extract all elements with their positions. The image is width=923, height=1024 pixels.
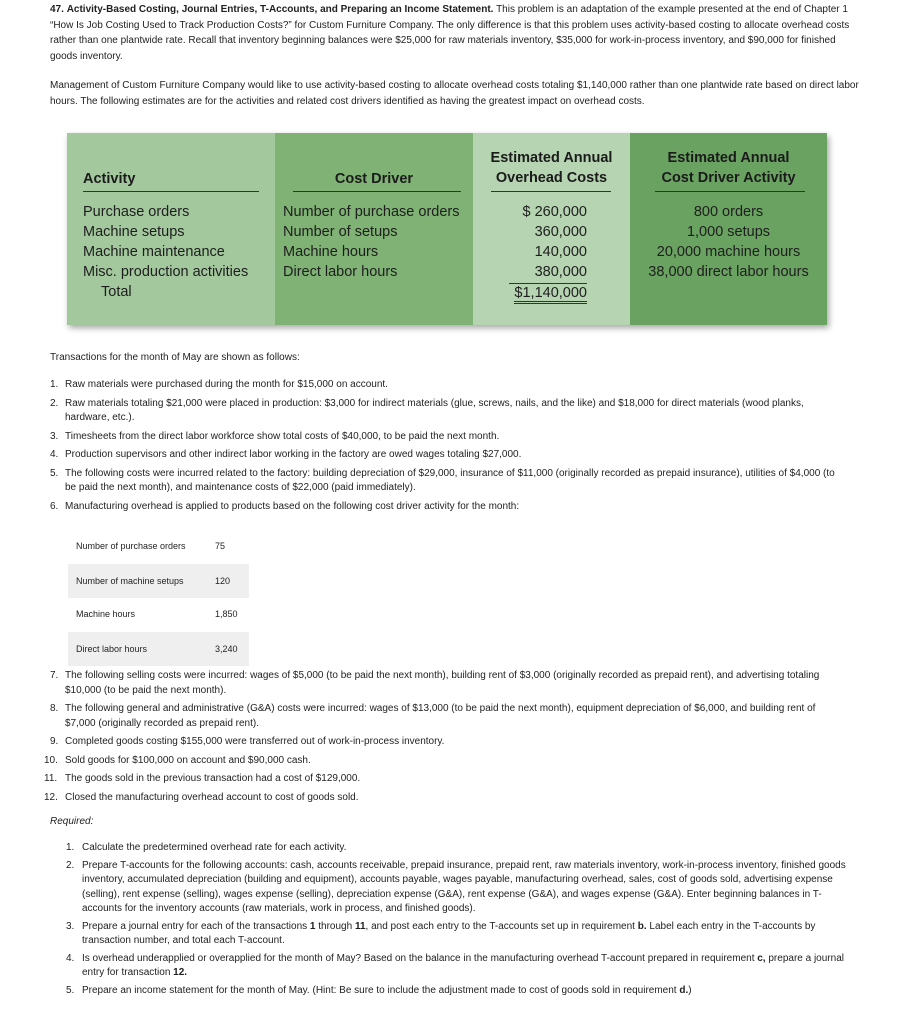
list-item	[66, 984, 846, 999]
item-bold: b.	[637, 920, 647, 932]
row-driver: Number of purchase orders	[283, 204, 460, 220]
item-text: )	[688, 984, 692, 996]
list-item	[44, 791, 845, 806]
header-activity-line2: Cost Driver Activity	[661, 170, 796, 186]
item-text: Label each entry in the T-accounts by transaction number, and total each T-account.	[82, 920, 816, 946]
item-number: 9.	[50, 736, 59, 747]
item-text: The following selling costs were incurred: wages of $5,000 (to be paid the next month), building rent of $3,000 (originally recorded as prepaid rent), and advertising totaling $10,000 (to be paid the next month).	[65, 670, 820, 696]
row-activity: Purchase orders	[83, 204, 190, 220]
item-text: Is overhead underapplied or overapplied for the month of May? Based on the balance in the manufacturing overhead T-account prepared in requirement	[82, 952, 758, 964]
row-driver: Direct labor hours	[283, 264, 398, 280]
total-label: Total	[101, 284, 132, 300]
item-text: Sold goods for $100,000 on account and $90,000 cash.	[65, 754, 311, 766]
row-cost: 140,000	[534, 244, 587, 260]
driver-value: 1,850	[215, 609, 238, 619]
list-item	[50, 448, 845, 463]
item-bold: 12.	[173, 967, 188, 978]
row-activity: Machine maintenance	[83, 244, 225, 260]
item-bold: 11	[354, 920, 366, 932]
item-text: Prepare a journal entry for each of the transactions	[82, 920, 310, 932]
driver-label: Direct labor hours	[76, 644, 148, 654]
row-volume: 800 orders	[693, 204, 764, 220]
item-number: 4.	[66, 952, 75, 964]
item-number: 3.	[50, 430, 59, 442]
row-activity: Misc. production activities	[83, 264, 249, 280]
required-list	[66, 841, 846, 1001]
item-text: Closed the manufacturing overhead account to cost of goods sold.	[65, 791, 359, 803]
item-number: 2.	[66, 859, 75, 871]
item-text: Calculate the predetermined overhead rate for each activity.	[82, 842, 347, 853]
list-item	[66, 841, 846, 856]
list-item	[66, 952, 846, 981]
item-text: Completed goods costing $155,000 were transferred out of work-in-process inventory.	[65, 736, 445, 747]
row-driver: Number of setups	[283, 224, 398, 240]
row-volume: 1,000 setups	[686, 224, 771, 240]
row-volume: 20,000 machine hours	[656, 244, 801, 260]
row-cost: 380,000	[534, 264, 587, 280]
header-activity-line1: Estimated Annual	[667, 150, 790, 166]
item-bold: 1	[309, 920, 316, 932]
row-activity: Machine setups	[83, 224, 185, 240]
item-text: Timesheets from the direct labor workforce show total costs of $40,000, to be paid the next month.	[65, 430, 500, 442]
item-text: Production supervisors and other indirect labor working in the factory are owed wages totaling $27,000.	[65, 449, 522, 460]
item-bold: c,	[757, 952, 766, 964]
table-row	[68, 632, 249, 666]
item-text: through	[315, 920, 355, 932]
item-number: 5.	[50, 467, 59, 479]
row-cost: $ 260,000	[522, 204, 587, 220]
table-row	[68, 564, 249, 598]
list-item	[44, 754, 845, 769]
item-bold: d.	[679, 984, 689, 996]
item-number: 10.	[44, 754, 58, 766]
list-item	[44, 772, 845, 787]
item-text: The goods sold in the previous transaction had a cost of $129,000.	[65, 773, 361, 784]
header-activity: Activity	[83, 171, 136, 187]
list-item	[66, 920, 846, 949]
required-title: Required:	[50, 816, 94, 827]
intro-paragraph	[50, 2, 862, 64]
list-item	[50, 378, 845, 393]
problem-number: 47.	[50, 4, 64, 15]
item-number: 1.	[50, 379, 59, 390]
item-number: 3.	[66, 920, 75, 932]
driver-label: Machine hours	[76, 609, 136, 619]
header-underline-driver-activity	[655, 191, 805, 192]
driver-value: 120	[215, 576, 231, 586]
item-text: Raw materials totaling $21,000 were placed in production: $3,000 for indirect materials (glue, screws, nails, and the like) and $18,000 for direct materials (wood planks, hardware, etc.).	[65, 397, 804, 423]
header-underline-overhead	[491, 191, 611, 192]
header-underline-cost-driver	[293, 191, 461, 192]
row-driver: Machine hours	[283, 244, 379, 260]
transactions-list-part2	[44, 669, 845, 809]
list-item	[50, 430, 845, 445]
item-number: 8.	[50, 703, 59, 714]
list-item	[50, 669, 845, 698]
item-text: The following general and administrative (G&A) costs were incurred: wages of $13,000 (to be paid the next month), equipment depreciation of $6,000, and building rent of $7,000 (originally recorded as prepaid rent).	[65, 703, 816, 729]
header-overhead-line1: Estimated Annual	[490, 150, 613, 166]
header-overhead-line2: Overhead Costs	[495, 170, 608, 186]
list-item	[50, 702, 845, 731]
item-number: 11.	[44, 773, 58, 784]
driver-label: Number of machine setups	[76, 576, 184, 586]
transactions-list-part1	[50, 378, 845, 518]
activity-cost-table	[67, 133, 827, 325]
driver-value: 3,240	[215, 644, 238, 654]
item-number: 7.	[50, 670, 59, 681]
item-number: 12.	[44, 791, 58, 803]
intro-body: This problem is an adaptation of the example presented at the end of Chapter 1 “How Is Job Costing Used to Track Production Costs?” for Custom Furniture Company. The only difference is that this problem uses activity-based costing to allocate overhead costs rather than one plantwide rate. Recall that inventory beginning balances were $25,000 for raw materials inventory, $35,000 for work-in-process inventory, and $90,000 for finished goods inventory.	[50, 4, 850, 62]
total-value	[509, 283, 587, 304]
item-text: Manufacturing overhead is applied to products based on the following cost driver activity for the month:	[65, 500, 520, 512]
list-item	[50, 500, 845, 515]
item-number: 1.	[66, 842, 75, 853]
problem-title: Activity-Based Costing, Journal Entries, T-Accounts, and Preparing an Income Statement.	[66, 4, 494, 15]
item-text: Raw materials were purchased during the month for $15,000 on account.	[65, 379, 388, 390]
item-number: 4.	[50, 449, 59, 460]
header-underline-activity	[83, 191, 259, 192]
item-text: , and post each entry to the T-accounts set up in requirement	[365, 920, 638, 932]
item-number: 6.	[50, 500, 59, 512]
item-text: prepare a journal entry for transaction	[82, 952, 844, 978]
item-number: 5.	[66, 984, 75, 996]
list-item	[50, 467, 845, 496]
item-text: Prepare T-accounts for the following accounts: cash, accounts receivable, prepaid insurance, prepaid rent, raw materials inventory, work-in-process inventory, finished goods inventory, accumulated depreciation (building and equipment), accounts payable, wages payable, manufacturing overhead, sales, cost of goods sold, advertising expense (selling), rent expense (selling), wages expense (selling), depreciation expense (G&A), rent expense (G&A), and wages expense (G&A). Enter beginning balances in T-accounts for the inventory accounts (raw materials, work in process, and finished goods).	[82, 859, 846, 914]
item-number: 2.	[50, 397, 59, 409]
row-cost: 360,000	[534, 224, 587, 240]
driver-value: 75	[215, 541, 226, 551]
driver-label: Number of purchase orders	[76, 541, 186, 551]
list-item	[50, 735, 845, 750]
total-value-text: $1,140,000	[514, 285, 587, 304]
list-item	[50, 397, 845, 426]
item-text: Prepare an income statement for the month of May. (Hint: Be sure to include the adjustment made to cost of goods sold in requirement	[82, 984, 680, 996]
header-cost-driver: Cost Driver	[334, 171, 414, 187]
management-paragraph: Management of Custom Furniture Company would like to use activity-based costing to allocate overhead costs totaling $1,140,000 rather than one plantwide rate based on direct labor hours. The following estimates are for the activities and related cost drivers identified as having the greatest impact on overhead costs.	[50, 80, 859, 107]
item-text: The following costs were incurred related to the factory: building depreciation of $29,000, insurance of $11,000 (originally recorded as prepaid insurance), utilities of $4,000 (to be paid the next month), and maintenance costs of $22,000 (paid immediately).	[65, 467, 835, 493]
row-volume: 38,000 direct labor hours	[648, 264, 809, 280]
transactions-title: Transactions for the month of May are shown as follows:	[50, 352, 300, 363]
list-item	[66, 859, 846, 917]
